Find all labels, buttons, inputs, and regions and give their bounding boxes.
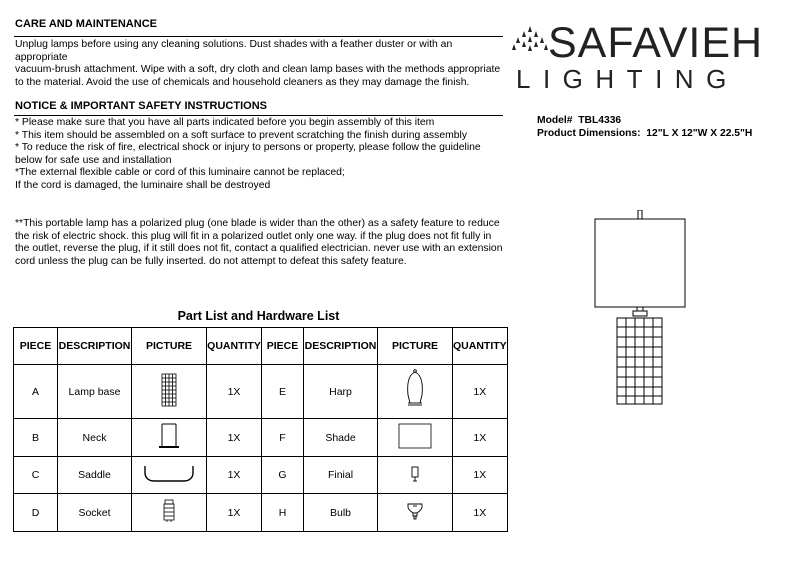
- quantity-cell: 1X: [453, 457, 508, 494]
- header-picture: PICTURE: [132, 328, 207, 365]
- safety-line: * Please make sure that you have all parts indicated before you begin assembly of this item: [15, 117, 435, 128]
- care-line: Unplug lamps before using any cleaning solutions. Dust shades with a feather duster or with an: [15, 39, 453, 50]
- bulb-icon: [406, 501, 424, 521]
- safety-divider: [14, 115, 503, 116]
- quantity-cell: 1X: [453, 365, 508, 419]
- quantity-cell: 1X: [453, 419, 508, 457]
- header-quantity: QUANTITY: [453, 328, 508, 365]
- picture-cell: [132, 457, 207, 494]
- care-line: to the material. Avoid the use of chemicals and household cleaners as they may damage the finish.: [15, 76, 470, 88]
- parts-table: [13, 327, 508, 532]
- finial-icon: [410, 465, 420, 483]
- description-cell: Lamp base: [58, 365, 132, 419]
- header-quantity: QUANTITY: [207, 328, 262, 365]
- brand-name: SAFAVIEH: [548, 19, 764, 67]
- care-line: vacuum-brush attachment. Wipe with a soft, dry cloth and clean lamp bases with the methods appropriate: [15, 64, 501, 76]
- harp-icon: [404, 369, 426, 411]
- piece-cell: E: [262, 365, 304, 419]
- care-line: appropriate: [15, 51, 68, 63]
- header-piece: PIECE: [14, 328, 58, 365]
- picture-cell: [378, 457, 453, 494]
- model-label: Model#: [537, 115, 573, 126]
- safety-title: NOTICE & IMPORTANT SAFETY INSTRUCTIONS: [15, 100, 267, 112]
- dims-value: 12"L X 12"W X 22.5"H: [646, 128, 753, 139]
- model-value: TBL4336: [578, 115, 622, 126]
- parts-table-title: Part List and Hardware List: [177, 309, 340, 323]
- safety-line: *The external flexible cable or cord of this luminaire cannot be replaced;: [15, 167, 345, 179]
- care-divider: [14, 36, 503, 37]
- picture-cell: [378, 419, 453, 457]
- table-header-row: [14, 328, 508, 365]
- quantity-cell: 1X: [207, 457, 262, 494]
- description-cell: Harp: [304, 365, 378, 419]
- header-piece: PIECE: [262, 328, 304, 365]
- shade-icon: [398, 423, 432, 449]
- product-dimensions: [537, 128, 752, 139]
- picture-cell: [378, 494, 453, 532]
- piece-cell: D: [14, 494, 58, 532]
- table-row: [14, 457, 508, 494]
- quantity-cell: 1X: [453, 494, 508, 532]
- brand-emblem-icon: [512, 24, 548, 54]
- neck-icon: [157, 422, 181, 450]
- description-cell: Finial: [304, 457, 378, 494]
- dims-label: Product Dimensions:: [537, 128, 641, 139]
- polarized-line: the outlet, reverse the plug, if it still does not fit, contact a qualified electrician. never use with an extension: [15, 243, 503, 255]
- care-text: [15, 39, 505, 89]
- socket-icon: [162, 499, 176, 523]
- table-row: [14, 365, 508, 419]
- safety-line: If the cord is damaged, the luminaire shall be destroyed: [15, 179, 271, 191]
- saddle-icon: [142, 463, 196, 485]
- picture-cell: [378, 365, 453, 419]
- description-cell: Socket: [58, 494, 132, 532]
- piece-cell: A: [14, 365, 58, 419]
- safety-line: * This item should be assembled on a soft surface to prevent scratching the finish during assembly: [15, 129, 468, 141]
- quantity-cell: 1X: [207, 419, 262, 457]
- lamp-base-icon: [161, 373, 177, 407]
- piece-cell: F: [262, 419, 304, 457]
- lamp-illustration: [590, 210, 690, 410]
- header-description: DESCRIPTION: [304, 328, 378, 365]
- polarized-line: cord unless the plug can be fully inserted. do not attempt to defeat this safety feature.: [15, 255, 407, 267]
- piece-cell: B: [14, 419, 58, 457]
- picture-cell: [132, 419, 207, 457]
- picture-cell: [132, 494, 207, 532]
- care-title: CARE AND MAINTENANCE: [15, 18, 157, 30]
- description-cell: Neck: [58, 419, 132, 457]
- quantity-cell: 1X: [207, 365, 262, 419]
- piece-cell: H: [262, 494, 304, 532]
- description-cell: Saddle: [58, 457, 132, 494]
- picture-cell: [132, 365, 207, 419]
- polarized-line: the risk of electric shock. this plug will fit in a polarized outlet only one way. if the plug does not fit fully in: [15, 230, 492, 242]
- description-cell: Shade: [304, 419, 378, 457]
- description-cell: Bulb: [304, 494, 378, 532]
- polarized-line: **This portable lamp has a polarized plug (one blade is wider than the other) as a safety feature to reduce: [15, 218, 500, 229]
- table-row: [14, 419, 508, 457]
- safety-line: * To reduce the risk of fire, electrical shock or injury to persons or property, please follow the guideline: [15, 142, 481, 154]
- safety-line: below for safe use and installation: [15, 154, 172, 166]
- safety-text: [15, 117, 505, 193]
- header-picture: PICTURE: [378, 328, 453, 365]
- polarized-plug-text: [15, 218, 505, 268]
- header-description: DESCRIPTION: [58, 328, 132, 365]
- table-row: [14, 494, 508, 532]
- model-number: [537, 115, 621, 126]
- brand-sub: LIGHTING: [516, 64, 739, 94]
- quantity-cell: 1X: [207, 494, 262, 532]
- piece-cell: G: [262, 457, 304, 494]
- piece-cell: C: [14, 457, 58, 494]
